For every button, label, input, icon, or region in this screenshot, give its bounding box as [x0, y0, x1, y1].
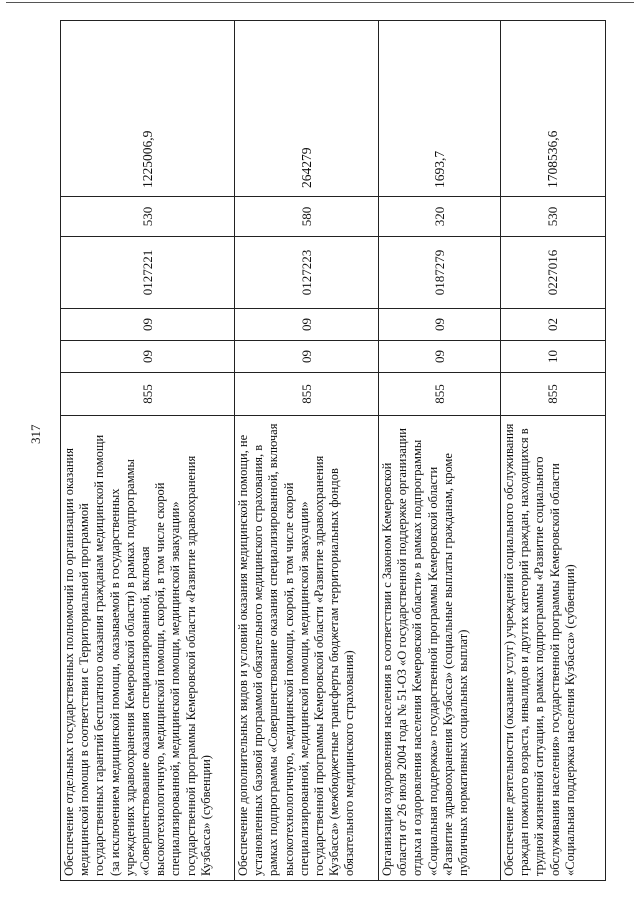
- table-row: [235, 21, 379, 881]
- ministry-code: 855: [61, 373, 235, 416]
- subsection-code: 09: [61, 309, 235, 341]
- subsection-code: 02: [501, 309, 606, 341]
- ministry-code: 855: [379, 373, 501, 416]
- amount-value: 1225006,9: [61, 21, 235, 197]
- amount-value: 1708536,6: [501, 21, 606, 197]
- subsection-code: 09: [235, 309, 379, 341]
- table-row: [379, 21, 501, 881]
- table-row: [501, 21, 606, 881]
- budget-table: [60, 20, 606, 881]
- target-article-code: 0227016: [501, 237, 606, 309]
- row-description: Обеспечение отдельных государственных полномочий по организации оказания медицинской помощи в соответствии с Территориальной программой государственных гарантий бесплатного оказания гражданам медицинской помощи (за исключением медицинской помощи, оказываемой в государственных учреждениях здравоохранения Кемеровской области) в рамках подпрограммы «Совершенствование оказания специализированной, включая высокотехнологичную, медицинской помощи, скорой, в том числе скорой специализированной, медицинской помощи, медицинской эвакуации» государственной программы Кемеровской области «Развитие здравоохранения Кузбасса» (субвенции): [61, 416, 235, 881]
- row-description: Обеспечение деятельности (оказание услуг) учреждений социального обслуживания граждан пожилого возраста, инвалидов и других категорий граждан, находящихся в трудной жизненной ситуации, в рамках подпрограммы «Развитие социального обслуживания населения» государственной программы Кемеровской области «Социальная поддержка населения Кузбасса» (субвенции): [501, 416, 606, 881]
- table-row: [61, 21, 235, 881]
- expense-type-code: 530: [501, 197, 606, 237]
- ministry-code: 855: [235, 373, 379, 416]
- subsection-code: 09: [379, 309, 501, 341]
- amount-value: 264279: [235, 21, 379, 197]
- section-code: 09: [235, 341, 379, 373]
- section-code: 09: [61, 341, 235, 373]
- section-code: 09: [379, 341, 501, 373]
- budget-table-rotated: [60, 21, 605, 881]
- target-article-code: 0127221: [61, 237, 235, 309]
- section-code: 10: [501, 341, 606, 373]
- target-article-code: 0127223: [235, 237, 379, 309]
- expense-type-code: 580: [235, 197, 379, 237]
- row-description: Организация оздоровления населения в соответствии с Законом Кемеровской области от 26 июля 2004 года № 51-ОЗ «О государственной поддержке организации отдыха и оздоровления населения Кемеровской области» в рамках подпрограммы «Социальная поддержка» государственной программы Кемеровской области «Развитие здравоохранения Кузбасса» (социальные выплаты гражданам, кроме публичных нормативных социальных выплат): [379, 416, 501, 881]
- expense-type-code: 320: [379, 197, 501, 237]
- amount-value: 1693,7: [379, 21, 501, 197]
- expense-type-code: 530: [61, 197, 235, 237]
- row-description: Обеспечение дополнительных видов и условий оказания медицинской помощи, не установленных базовой программой обязательного медицинского страхования, в рамках подпрограммы «Совершенствование оказания специализированной, включая высокотехнологичную, медицинской помощи, скорой, в том числе скорой специализированной, медицинской помощи, медицинской эвакуации» государственной программы Кемеровской области «Развитие здравоохранения Кузбасса» (межбюджетные трансферты бюджетам территориальных фондов обязательного медицинского страхования): [235, 416, 379, 881]
- top-rule: [6, 2, 634, 3]
- target-article-code: 0187279: [379, 237, 501, 309]
- ministry-code: 855: [501, 373, 606, 416]
- page-number: 317: [28, 424, 43, 444]
